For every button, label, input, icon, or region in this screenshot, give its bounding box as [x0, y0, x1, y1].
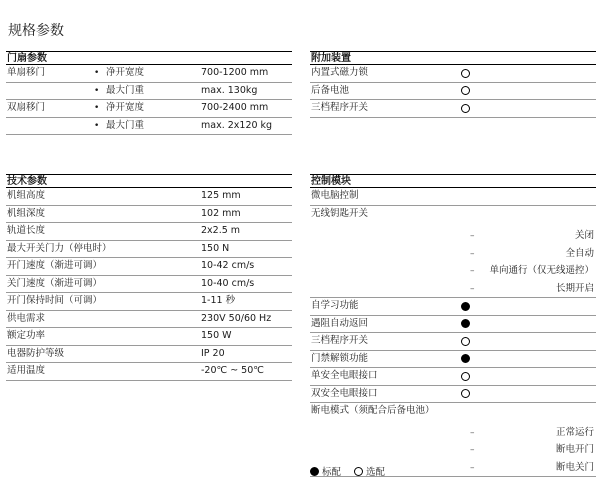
control-header: 控制模块	[310, 174, 596, 188]
dash: –	[470, 266, 475, 276]
optional-circle-icon	[461, 372, 470, 381]
row-label: 自学习功能	[311, 300, 359, 311]
row-value: max. 2x120 kg	[201, 119, 273, 131]
table-row	[6, 65, 292, 83]
row-label: 最大开关门力（停电时）	[7, 242, 112, 254]
row-label: 最大门重	[106, 119, 145, 131]
table-row	[6, 276, 292, 294]
row-label: 供电需求	[7, 312, 46, 324]
mode-label: 长期开启	[555, 282, 594, 294]
row-label: 断电模式（须配合后备电池）	[311, 405, 435, 416]
dash: –	[470, 248, 475, 259]
table-row	[6, 363, 292, 381]
table-row	[310, 386, 596, 404]
table-row	[310, 442, 596, 460]
table-row	[6, 311, 292, 329]
dash: –	[470, 231, 475, 241]
standard-dot-icon	[310, 467, 319, 476]
tech-header: 技术参数	[6, 174, 292, 188]
mode-label: 单向通行（仅无线遥控）	[489, 265, 594, 276]
row-value: -20℃ ~ 50℃	[201, 365, 264, 376]
legend-standard: 标配	[322, 467, 342, 478]
door-type-single: 单扇移门	[7, 67, 46, 78]
row-label: 额定功率	[7, 330, 46, 341]
table-row	[6, 83, 292, 101]
bullet: •	[94, 120, 100, 131]
row-value: 700-1200 mm	[201, 67, 269, 78]
row-value: 10-40 cm/s	[201, 277, 255, 289]
row-value: 2x2.5 m	[201, 225, 241, 236]
table-row	[6, 328, 292, 346]
table-row	[6, 100, 292, 118]
table-row	[310, 403, 596, 421]
row-label: 最大门重	[106, 84, 145, 96]
row-label: 轨道长度	[7, 225, 46, 236]
table-row	[6, 223, 292, 241]
row-value: 1-11 秒	[201, 295, 236, 306]
legend-optional: 选配	[366, 467, 386, 478]
row-label: 净开宽度	[106, 67, 145, 78]
mode-label: 正常运行	[555, 426, 594, 438]
optional-circle-icon	[461, 337, 470, 346]
table-row	[310, 83, 596, 101]
row-label: 开门保持时间（可调）	[7, 295, 103, 306]
table-row	[6, 206, 292, 224]
mode-label: 全自动	[565, 247, 594, 259]
row-value: 125 mm	[201, 190, 241, 201]
row-label: 关门速度（渐进可调）	[7, 277, 103, 289]
row-label: 后备电池	[311, 84, 350, 96]
row-label: 开门速度（渐进可调）	[7, 260, 103, 271]
table-row	[310, 368, 596, 386]
accessories-header: 附加装置	[310, 51, 596, 65]
row-label: 门禁解锁功能	[311, 352, 369, 364]
mode-label: 关闭	[574, 230, 594, 241]
page-title: 规格参数	[8, 23, 64, 39]
table-row	[6, 258, 292, 276]
table-row	[310, 316, 596, 334]
table-row	[310, 206, 596, 224]
row-label: 无线钥匙开关	[311, 207, 369, 219]
row-label: 机组深度	[7, 207, 46, 219]
bullet: •	[94, 103, 100, 113]
row-label: 机组高度	[7, 190, 46, 201]
row-label: 净开宽度	[106, 102, 145, 113]
control-table	[310, 174, 596, 477]
table-row	[310, 188, 596, 206]
standard-dot-icon	[461, 319, 470, 328]
row-value: IP 20	[201, 347, 225, 359]
dash: –	[470, 427, 475, 438]
row-value: 150 W	[201, 330, 232, 341]
row-label: 双安全电眼接口	[311, 387, 378, 399]
table-row	[310, 263, 596, 281]
row-value: 102 mm	[201, 207, 241, 219]
row-value: 230V 50/60 Hz	[201, 312, 272, 324]
table-row	[310, 228, 596, 246]
door-panel-table	[6, 51, 292, 135]
row-value: 10-42 cm/s	[201, 260, 255, 271]
dash: –	[470, 445, 475, 455]
table-row	[6, 346, 292, 364]
row-label: 单安全电眼接口	[311, 370, 378, 381]
standard-dot-icon	[461, 354, 470, 363]
legend	[310, 466, 395, 480]
table-row	[310, 351, 596, 369]
row-value: 700-2400 mm	[201, 102, 269, 113]
table-row	[6, 293, 292, 311]
tech-table	[6, 174, 292, 381]
optional-circle-icon	[354, 467, 363, 476]
table-row	[310, 425, 596, 443]
door-type-double: 双扇移门	[7, 102, 46, 113]
mode-label: 断电开门	[555, 444, 594, 455]
dash: –	[470, 462, 475, 473]
bullet: •	[94, 68, 100, 78]
table-row	[6, 118, 292, 136]
row-label: 遇阻自动返回	[311, 317, 369, 329]
optional-circle-icon	[461, 389, 470, 398]
row-value: 150 N	[201, 242, 230, 254]
table-row	[310, 281, 596, 299]
table-row	[6, 241, 292, 259]
optional-circle-icon	[461, 69, 470, 78]
table-row	[310, 65, 596, 83]
standard-dot-icon	[461, 302, 470, 311]
row-label: 内置式磁力锁	[311, 67, 369, 78]
row-label: 三档程序开关	[311, 335, 369, 346]
table-row	[310, 333, 596, 351]
bullet: •	[94, 85, 100, 96]
optional-circle-icon	[461, 86, 470, 95]
door-panel-header: 门扇参数	[6, 51, 292, 65]
row-label: 微电脑控制	[311, 190, 359, 201]
table-row	[6, 188, 292, 206]
optional-circle-icon	[461, 104, 470, 113]
table-row	[310, 298, 596, 316]
row-label: 适用温度	[7, 365, 46, 376]
row-label: 电器防护等级	[7, 347, 65, 359]
dash: –	[470, 283, 475, 294]
row-label: 三档程序开关	[311, 102, 369, 113]
row-value: max. 130kg	[201, 84, 258, 96]
table-row	[310, 100, 596, 118]
table-row	[310, 246, 596, 264]
mode-label: 断电关门	[555, 461, 594, 473]
accessories-table	[310, 51, 596, 118]
